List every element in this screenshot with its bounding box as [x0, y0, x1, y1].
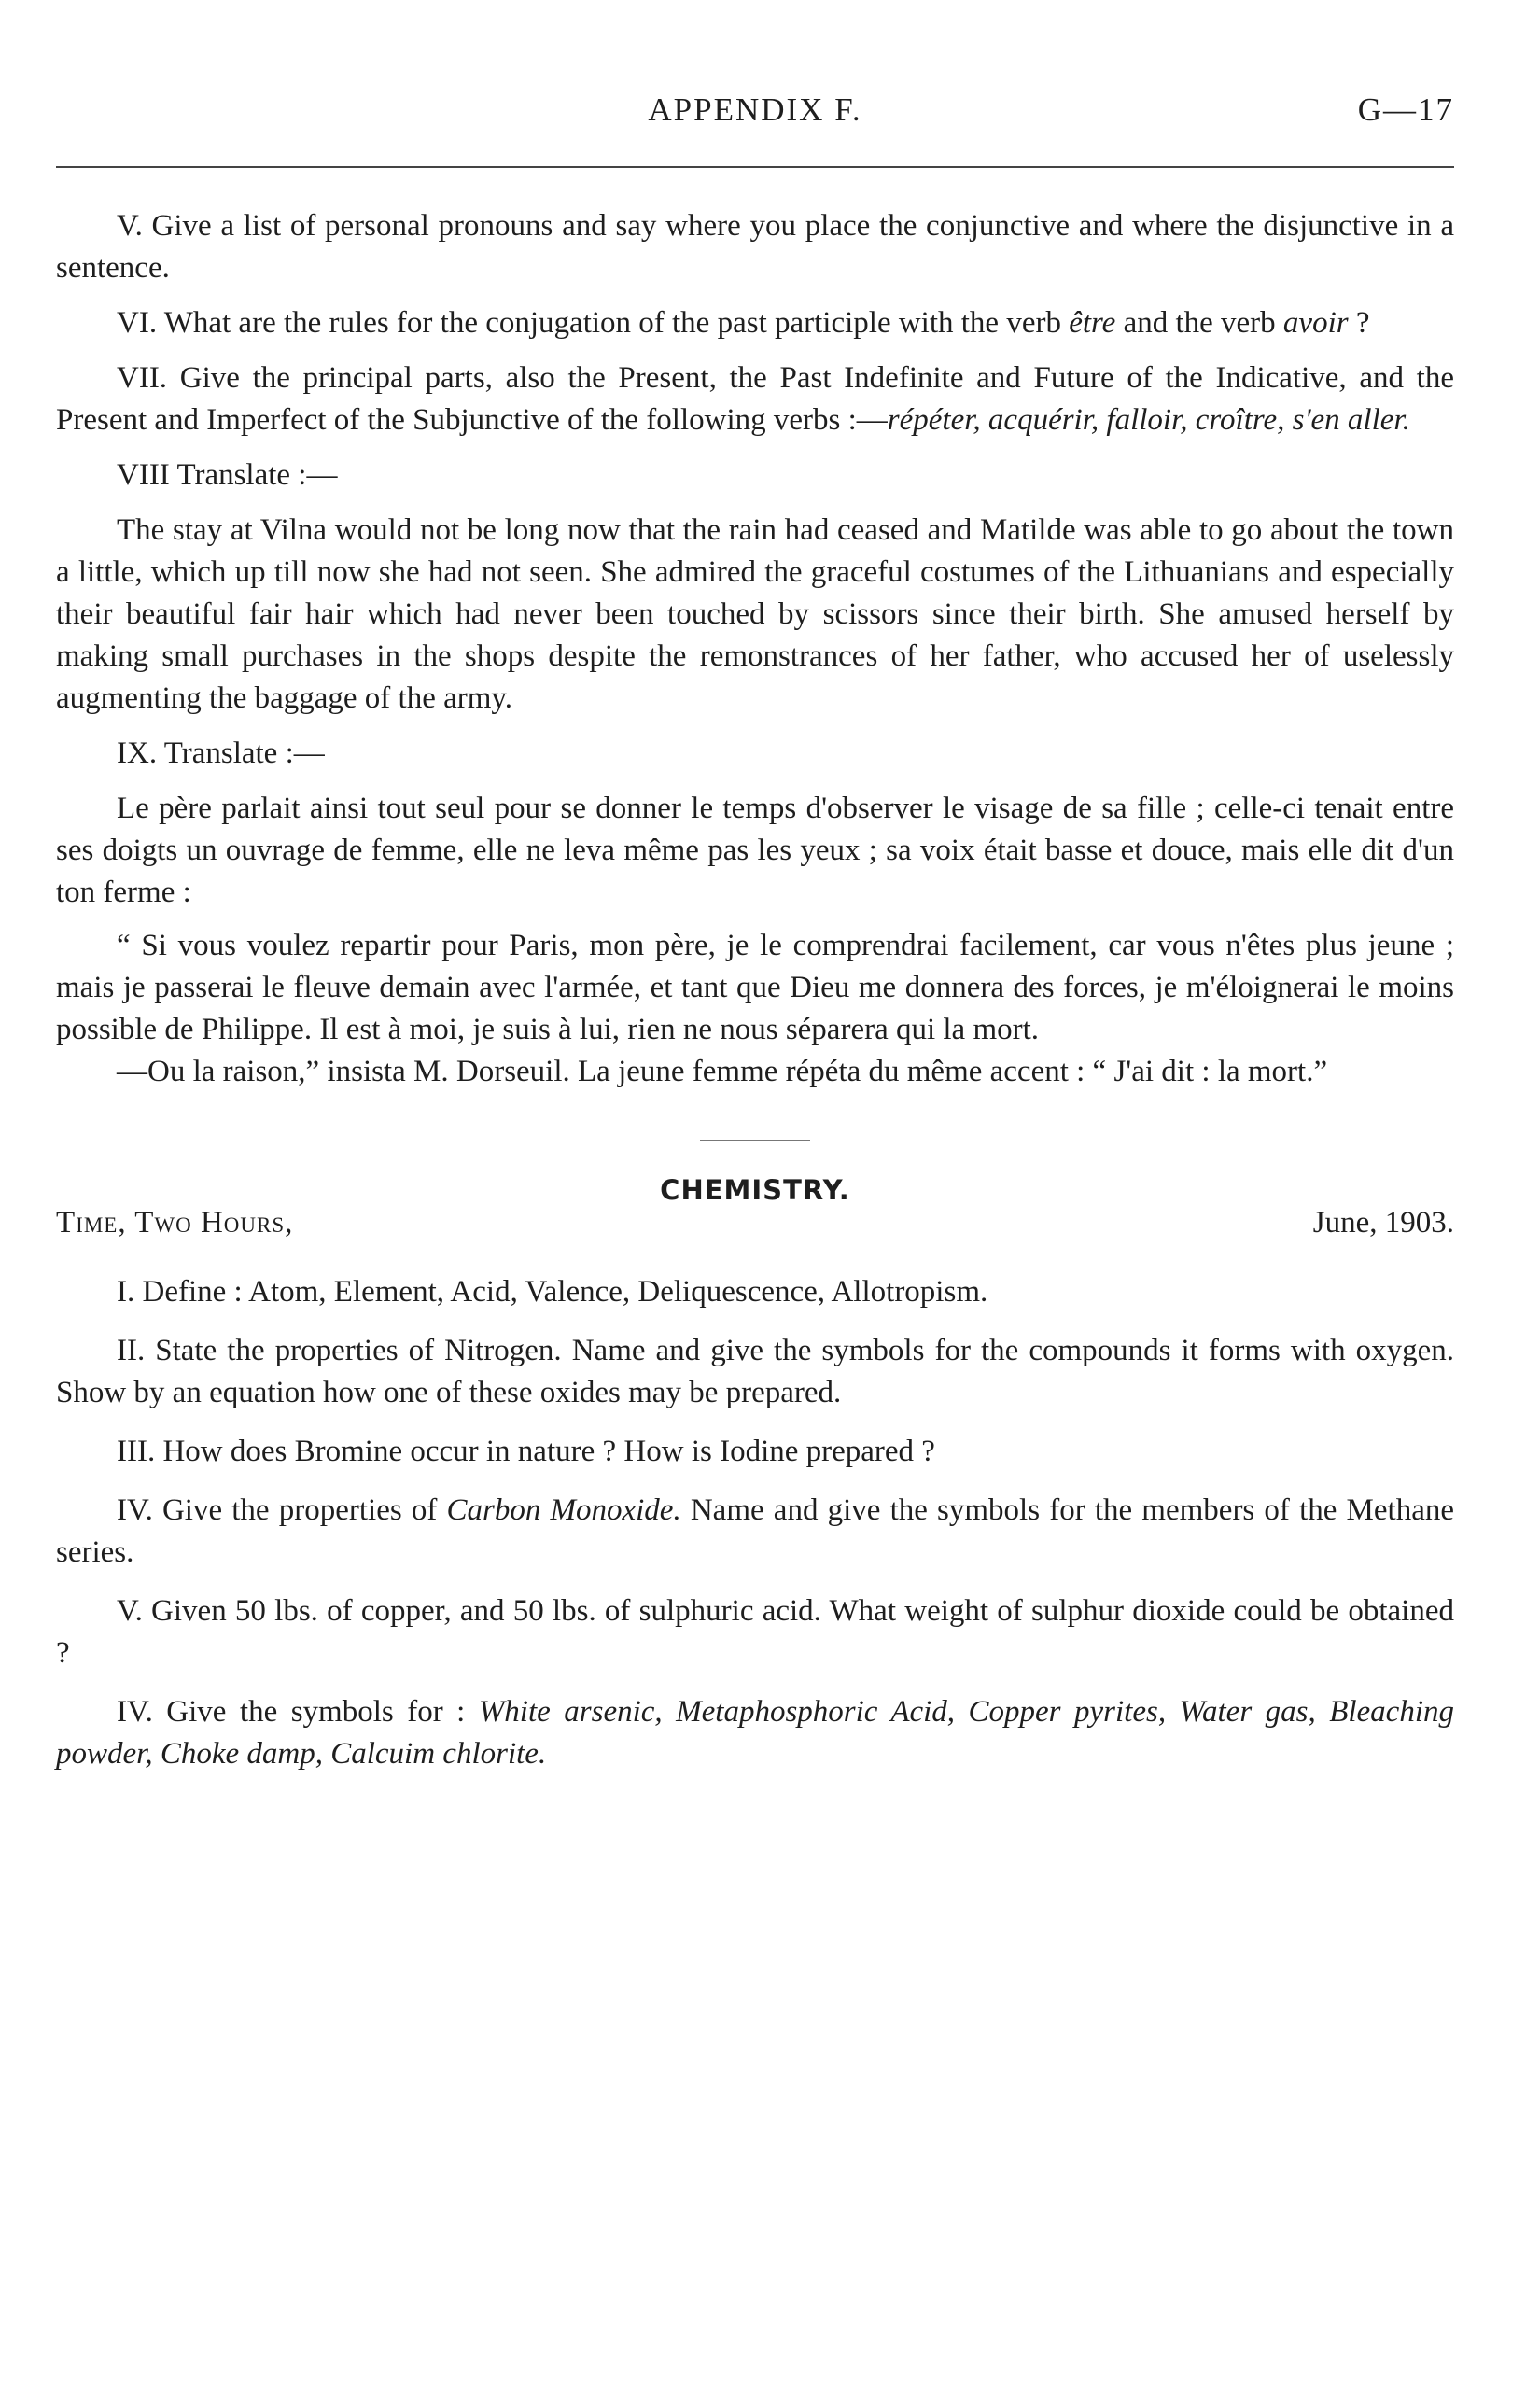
chemistry-questions [56, 1271, 1454, 1775]
question-viii-label: VIII Translate :— [117, 458, 338, 492]
french-passage-1: Le père parlait ainsi tout seul pour se donner le temps d'observer le visage de sa fille ; celle-ci tenait entre ses doigts un ouvrage de femme, elle ne leva même pas les yeux ; sa voix était basse et douce, mais elle dit d'un ton ferme : [56, 792, 1454, 909]
chem-question-iv: IV. Give the properties of Carbon Monoxide. Name and give the symbols for the members of the Methane series. [56, 1493, 1454, 1569]
question-vii: VII. Give the principal parts, also the Present, the Past Indefinite and Future of the Indicative, and the Present and Imperfect of the Subjunctive of the following verbs :—répéter, acquérir, falloir, croître, s'en aller. [56, 361, 1454, 437]
page-header [56, 82, 1454, 138]
french-questions [56, 205, 1454, 1093]
exam-time-row [56, 1206, 1454, 1253]
english-passage: The stay at Vilna would not be long now that the rain had ceased and Matilde was able to go about the town a little, which up till now she had not seen. She admired the graceful costumes of the Lithuanians and especially their beautiful fair hair which had never been touched by scissors since their birth. She amused herself by making small purchases in the shops despite the remonstrances of her father, who accused her of uselessly augmenting the baggage of the army. [56, 513, 1454, 715]
chem-question-i: I. Define : Atom, Element, Acid, Valence, Deliquescence, Allotropism. [117, 1275, 988, 1309]
appendix-title: APPENDIX F. [648, 91, 862, 128]
chem-question-iii: III. How does Bromine occur in nature ? How is Iodine prepared ? [117, 1435, 935, 1468]
chemistry-title: CHEMISTRY. [660, 1174, 850, 1206]
chem-question-ii: II. State the properties of Nitrogen. Name and give the symbols for the compounds it forms with oxygen. Show by an equation how one of these oxides may be prepared. [56, 1334, 1454, 1409]
header-rule [56, 166, 1454, 168]
page-number: G—17 [1357, 91, 1454, 128]
french-passage-2: “ Si vous voulez repartir pour Paris, mon père, je le comprendrai facilement, car vous n'êtes plus jeune ; mais je passerai le fleuve demain avec l'armée, et tant que Dieu me donnera des forces, je m'éloignerai le moins possible de Philippe. Il est à moi, je suis à lui, rien ne nous séparera qui la mort. [56, 929, 1454, 1046]
question-vi: VI. What are the rules for the conjugation of the past participle with the verb être and the verb avoir ? [117, 306, 1370, 340]
chem-question-v: V. Given 50 lbs. of copper, and 50 lbs. of sulphuric acid. What weight of sulphur dioxide could be obtained ? [56, 1594, 1454, 1670]
section-separator [700, 1140, 810, 1141]
exam-duration: Time, Two Hours, [56, 1206, 294, 1240]
question-v: V. Give a list of personal pronouns and say where you place the conjunctive and where the disjunctive in a sentence. [56, 209, 1454, 285]
exam-page [56, 82, 1454, 1792]
french-passage-3: —Ou la raison,” insista M. Dorseuil. La jeune femme répéta du même accent : “ J'ai dit : la mort.” [117, 1055, 1328, 1088]
exam-date: June, 1903. [1312, 1206, 1454, 1240]
question-ix-label: IX. Translate :— [117, 736, 325, 770]
chem-question-vi: IV. Give the symbols for : White arsenic, Metaphosphoric Acid, Copper pyrites, Water gas, Bleaching powder, Choke damp, Calcuim chlorite. [56, 1695, 1454, 1771]
